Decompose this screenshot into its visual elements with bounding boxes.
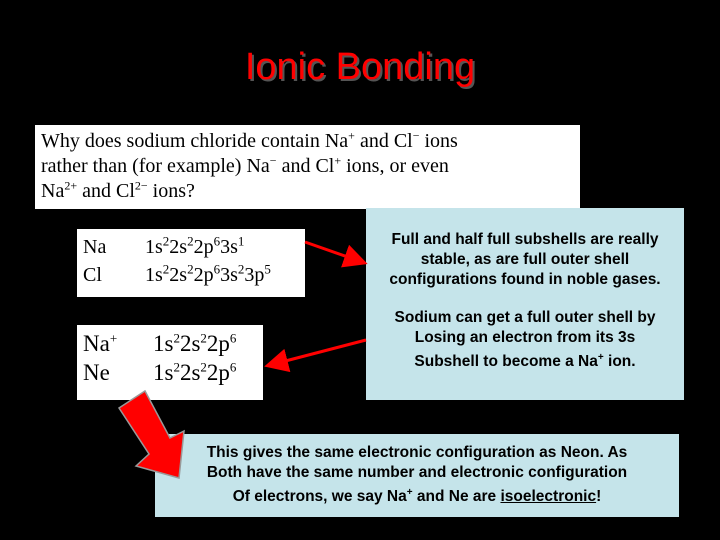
config-row-na: Na $1s^22s^22p^63s^1$ (83, 233, 245, 258)
question-line-3: $Na^{2+}$ and $Cl^{2-}$ ions? (41, 178, 195, 202)
arrow-left (270, 340, 366, 365)
arrow-right (305, 242, 362, 262)
question-line-1: Why does sodium chloride contain Na+ and Cl− ions (41, 128, 458, 152)
slide-title: Ionic Bonding (244, 46, 476, 88)
note-paragraph-2: Sodium can get a full outer shell by Losing an electron from its 3s Subshell to become a Na+ ion. (394, 309, 656, 371)
conclusion-note: This gives the same electronic configuration as Neon. As Both have the same number and electronic configuration Of electrons, we say Na+ and Ne are isoelectronic! (155, 434, 679, 517)
config-row-cl: Cl $1s^22s^22p^63s^23p^5$ (83, 261, 271, 286)
note-paragraph-1: Full and half full subshells are really stable, as are full outer shell configurations found in noble gases. (389, 231, 661, 288)
config-row-ne: Ne $1s^22s^22p^6$ (83, 359, 237, 385)
question-line-2: rather than (for example) Na− and Cl+ ions, or even (41, 153, 449, 177)
config-row-na-ion: Na+ $1s^22s^22p^6$ (83, 330, 237, 356)
big-arrow-down (119, 391, 184, 478)
isoelectronic-term: isoelectronic (500, 488, 597, 506)
